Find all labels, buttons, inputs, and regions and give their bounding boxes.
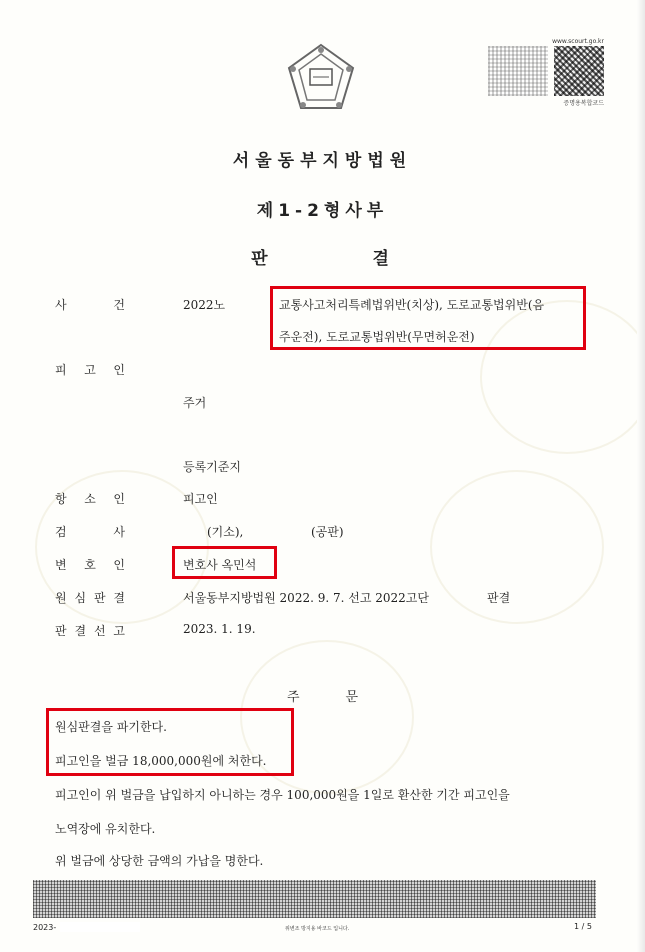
label-appellant: 항 소 인 [55, 492, 125, 506]
order-line-4: 노역장에 유치한다. [55, 822, 156, 836]
highlight-box-order [46, 708, 294, 776]
label-judgment-date: 판 결 선 고 [55, 624, 125, 638]
court-name: 서울동부지방법원 [232, 151, 413, 171]
footer-redaction [60, 922, 140, 932]
original-judgment-value: 서울동부지방법원 2022. 9. 7. 선고 2022고단 [183, 591, 429, 605]
order-line-5: 위 벌금에 상당한 금액의 가납을 명한다. [55, 854, 264, 868]
order-line-3: 피고인이 위 벌금을 납입하지 아니하는 경우 100,000원을 1일로 환산한 기간 피고인을 [55, 788, 510, 802]
watermark-seal [430, 470, 604, 624]
verification-code [488, 38, 604, 108]
original-judgment-suffix: 판결 [487, 591, 511, 605]
verification-pattern [488, 46, 548, 96]
court-emblem-icon [285, 42, 357, 114]
highlight-box-charges [270, 286, 586, 350]
prosecutor-trial: (공판) [311, 525, 344, 539]
judgment-date-value: 2023. 1. 19. [183, 622, 256, 636]
footer-page-number: 1 / 5 [574, 922, 592, 931]
order-heading: 주 문 [286, 690, 359, 705]
footer-security-pattern [33, 880, 596, 918]
counsel-value: 변호사 옥민석 [183, 558, 257, 572]
highlight-box-counsel [172, 546, 277, 579]
address-label: 주거 [183, 396, 207, 410]
code-caption: 증명용복합코드 [563, 100, 604, 107]
charge-line-1: 교통사고처리특례법위반(치상), 도로교통법위반(음 [279, 298, 545, 312]
label-case: 사 건 [55, 298, 125, 312]
document-title: 판 결 [251, 249, 394, 269]
label-defendant: 피 고 인 [55, 363, 125, 377]
prosecutor-prosecution: (기소), [207, 525, 244, 539]
registry-label: 등록기준지 [183, 460, 241, 474]
qr-code-icon [554, 46, 604, 96]
page-edge-shadow [637, 0, 645, 952]
footer-notice: 위변조 방지용 바코드 입니다. [285, 926, 350, 932]
order-line-2: 피고인을 벌금 18,000,000원에 처한다. [55, 754, 267, 768]
charge-line-2: 주운전), 도로교통법위반(무면허운전) [279, 330, 475, 344]
division-name: 제1-2형사부 [256, 201, 389, 221]
site-url: www.scourt.go.kr [552, 38, 604, 45]
label-prosecutor: 검 사 [55, 525, 125, 539]
label-original-judgment: 원 심 판 결 [55, 591, 125, 605]
order-line-1: 원심판결을 파기한다. [55, 720, 167, 734]
label-counsel: 변 호 인 [55, 558, 125, 572]
footer-doc-number: 2023- [33, 923, 57, 932]
appellant-value: 피고인 [183, 492, 218, 506]
case-number: 2022노 [183, 298, 226, 312]
